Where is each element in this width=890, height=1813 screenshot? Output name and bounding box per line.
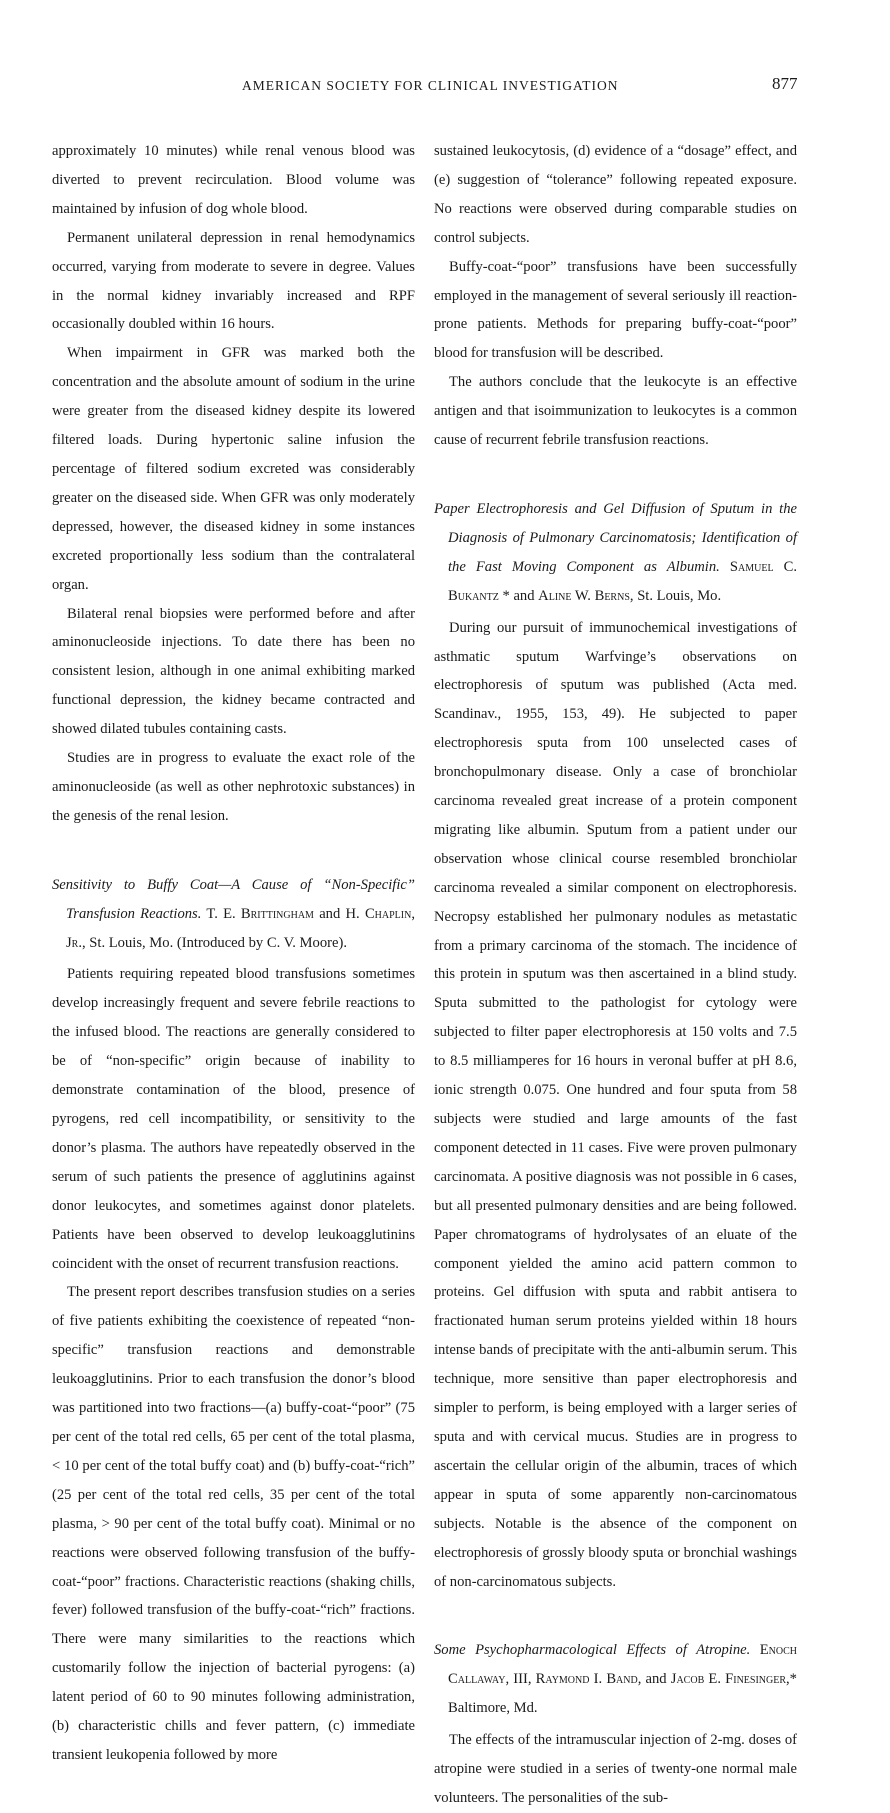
byline-text: and H. bbox=[313, 905, 365, 922]
paragraph: Patients requiring repeated blood transfusions sometimes develop increasingly frequent and severe febrile reactions to the infused blood. The reactions are generally considered to be of “non-specific” origin because of inability to demonstrate contamination of the blood, presence of pyrogens, red cell incompatibility, or sensitivity to the donor’s plasma. The authors have repeatedly observed in the serum of such patients the presence of agglutinins against donor leukocytes, and sometimes against donor platelets. Patients have been observed to develop leukoagglutinins coincident with the onset of recurrent transfusion reactions. bbox=[52, 966, 415, 1272]
paragraph: Buffy-coat-“poor” transfusions have been successfully employed in the management of several seriously ill reaction-prone patients. Methods for preparing buffy-coat-“poor” blood for transfusion will be described. bbox=[434, 258, 797, 362]
abstract-heading bbox=[52, 871, 415, 958]
byline-text bbox=[750, 1642, 759, 1658]
paragraph: Permanent unilateral depression in renal hemodynamics occurred, varying from moderate to severe in degree. Values in the normal kidney invariably increased and RPF occasionally doubled within 16 hours. bbox=[52, 229, 415, 333]
abstract-title: Some Psychopharmacological Effects of Atropine. bbox=[434, 1642, 751, 1659]
paragraph: Bilateral renal biopsies were performed before and after aminonucleoside injections. To date there has been no consistent lesion, although in one animal exhibiting marked functional depression, the kidney became contracted and showed dilated tubules containing casts. bbox=[52, 605, 415, 738]
page-number: 877 bbox=[772, 74, 798, 93]
byline-text: T. E. bbox=[201, 905, 241, 922]
author-name: Brittingham bbox=[240, 905, 314, 922]
right-column bbox=[434, 137, 797, 1813]
byline-text bbox=[720, 559, 730, 575]
paragraph: approximately 10 minutes) while renal venous blood was diverted to prevent recirculation. Blood volume was maintained by infusion of dog whole blood. bbox=[52, 143, 415, 217]
author-name: Jacob E. Finesinger bbox=[670, 1671, 787, 1688]
abstract-title: Sensitivity to Buffy Coat—A Cause of “Non-Specific” Transfusion Reactions. bbox=[52, 876, 415, 922]
author-name: Samuel C. Bukantz bbox=[448, 558, 798, 604]
paragraph: When impairment in GFR was marked both the concentration and the absolute amount of sodium in the urine were greater from the diseased kidney despite its lowered filtered loads. During hypertonic saline infusion the percentage of filtered sodium excreted was considerably greater on the diseased side. When GFR was only moderately depressed, however, the diseased kidney in some instances excreted proportionally less sodium than the contralateral organ. bbox=[52, 345, 415, 593]
paragraph: During our pursuit of immunochemical investigations of asthmatic sputum Warfvinge’s observations on electrophoresis of sputum was published (Acta med. Scandinav., 1955, 153, 49). He subjected to paper electrophoresis sputa from 100 unselected cases of bronchopulmonary disease. Only a case of bronchiolar carcinoma revealed great increase of a protein component migrating like albumin. Sputum from a patient under our observation whose clinical course resembled bronchiolar carcinoma revealed a similar component on electrophoresis. Necropsy established her pulmonary nodules as metastatic from a primary carcinoma of the stomach. The incidence of this protein in sputum was then ascertained in a blind study. Sputa submitted to the pathologist for cytology were subjected to filter paper electrophoresis at 150 volts and 7.5 to 8.5 milliamperes for 16 hours in veronal buffer at pH 8.6, ionic strength 0.075. One hundred and four sputa from 58 subjects were studied and large amounts of the fast component detected in 11 cases. Five were proven pulmonary carcinomata. A positive diagnosis was not possible in 6 cases, but all presented pulmonary densities and are being followed. Paper chromatograms of hydrolysates of an eluate of the component yielded the amino acid pattern common to proteins. Gel diffusion with sputa and rabbit antisera to fractionated human serum proteins yielded within 18 hours intense bands of precipitate with the anti-albumin serum. This technique, more sensitive than paper electrophoresis and simpler to perform, is being employed with a larger series of sputa and with cervical mucus. Studies are in progress to ascertain the cellular origin of the albumin, traces of which appear in sputa of some apparently non-carcinomatous subjects. Notable is the absence of the component on electrophoresis of grossly bloody sputa or bronchial washings of non-carcinomatous subjects. bbox=[434, 619, 797, 1590]
paragraph: The present report describes transfusion studies on a series of five patients exhibiting the coexistence of repeated “non-specific” transfusion reactions and demonstrable leukoagglutinins. Prior to each transfusion the donor’s blood was partitioned into two fractions—(a) buffy-coat-“poor” (75 per cent of the total red cells, 65 per cent of the total plasma, < 10 per cent of the total buffy coat) and (b) buffy-coat-“rich” (25 per cent of the total red cells, 35 per cent of the total plasma, > 90 per cent of the total buffy coat). Minimal or no reactions were observed following transfusion of the buffy-coat-“poor” fractions. Characteristic reactions (shaking chills, fever) followed transfusion of the buffy-coat-“rich” fractions. There were many similarities to the reactions which customarily follow the injection of bacterial pyrogens: (a) latent period of 60 to 90 minutes following administration, (b) characteristic chills and fever pattern, (c) immediate transient leukopenia followed by more bbox=[52, 1284, 415, 1763]
abstract-heading bbox=[434, 495, 797, 611]
byline-text: , St. Louis, Mo. (Introduced by C. V. Moore). bbox=[82, 934, 347, 951]
byline-text: ,* Baltimore, Md. bbox=[448, 1671, 797, 1717]
left-column bbox=[52, 137, 415, 1770]
running-head: AMERICAN SOCIETY FOR CLINICAL INVESTIGATION bbox=[242, 78, 619, 93]
abstract-title: Paper Electrophoresis and Gel Diffusion of Sputum in the Diagnosis of Pulmonary Carcinomatosis; Identification of the Fast Moving Component as Albumin. bbox=[434, 500, 797, 575]
author-name: Enoch Callaway, III, Raymond I. Band bbox=[448, 1642, 797, 1688]
author-name: Aline W. Berns bbox=[538, 587, 630, 604]
byline-text: , St. Louis, Mo. bbox=[629, 587, 722, 604]
byline-text: , and bbox=[637, 1671, 671, 1688]
byline-text: * and bbox=[498, 587, 539, 604]
paragraph: sustained leukocytosis, (d) evidence of a “dosage” effect, and (e) suggestion of “tolerance” following repeated exposure. No reactions were observed during comparable studies on control subjects. bbox=[434, 143, 797, 246]
paragraph: The effects of the intramuscular injection of 2-mg. doses of atropine were studied in a series of twenty-one normal male volunteers. The personalities of the sub- bbox=[434, 1732, 797, 1806]
author-name: Chaplin, Jr. bbox=[66, 905, 415, 951]
paragraph: Studies are in progress to evaluate the exact role of the aminonucleoside (as well as other nephrotoxic substances) in the genesis of the renal lesion. bbox=[52, 750, 415, 824]
paragraph: The authors conclude that the leukocyte is an effective antigen and that isoimmunization to leukocytes is a common cause of recurrent febrile transfusion reactions. bbox=[434, 374, 797, 449]
abstract-heading bbox=[434, 1636, 797, 1723]
